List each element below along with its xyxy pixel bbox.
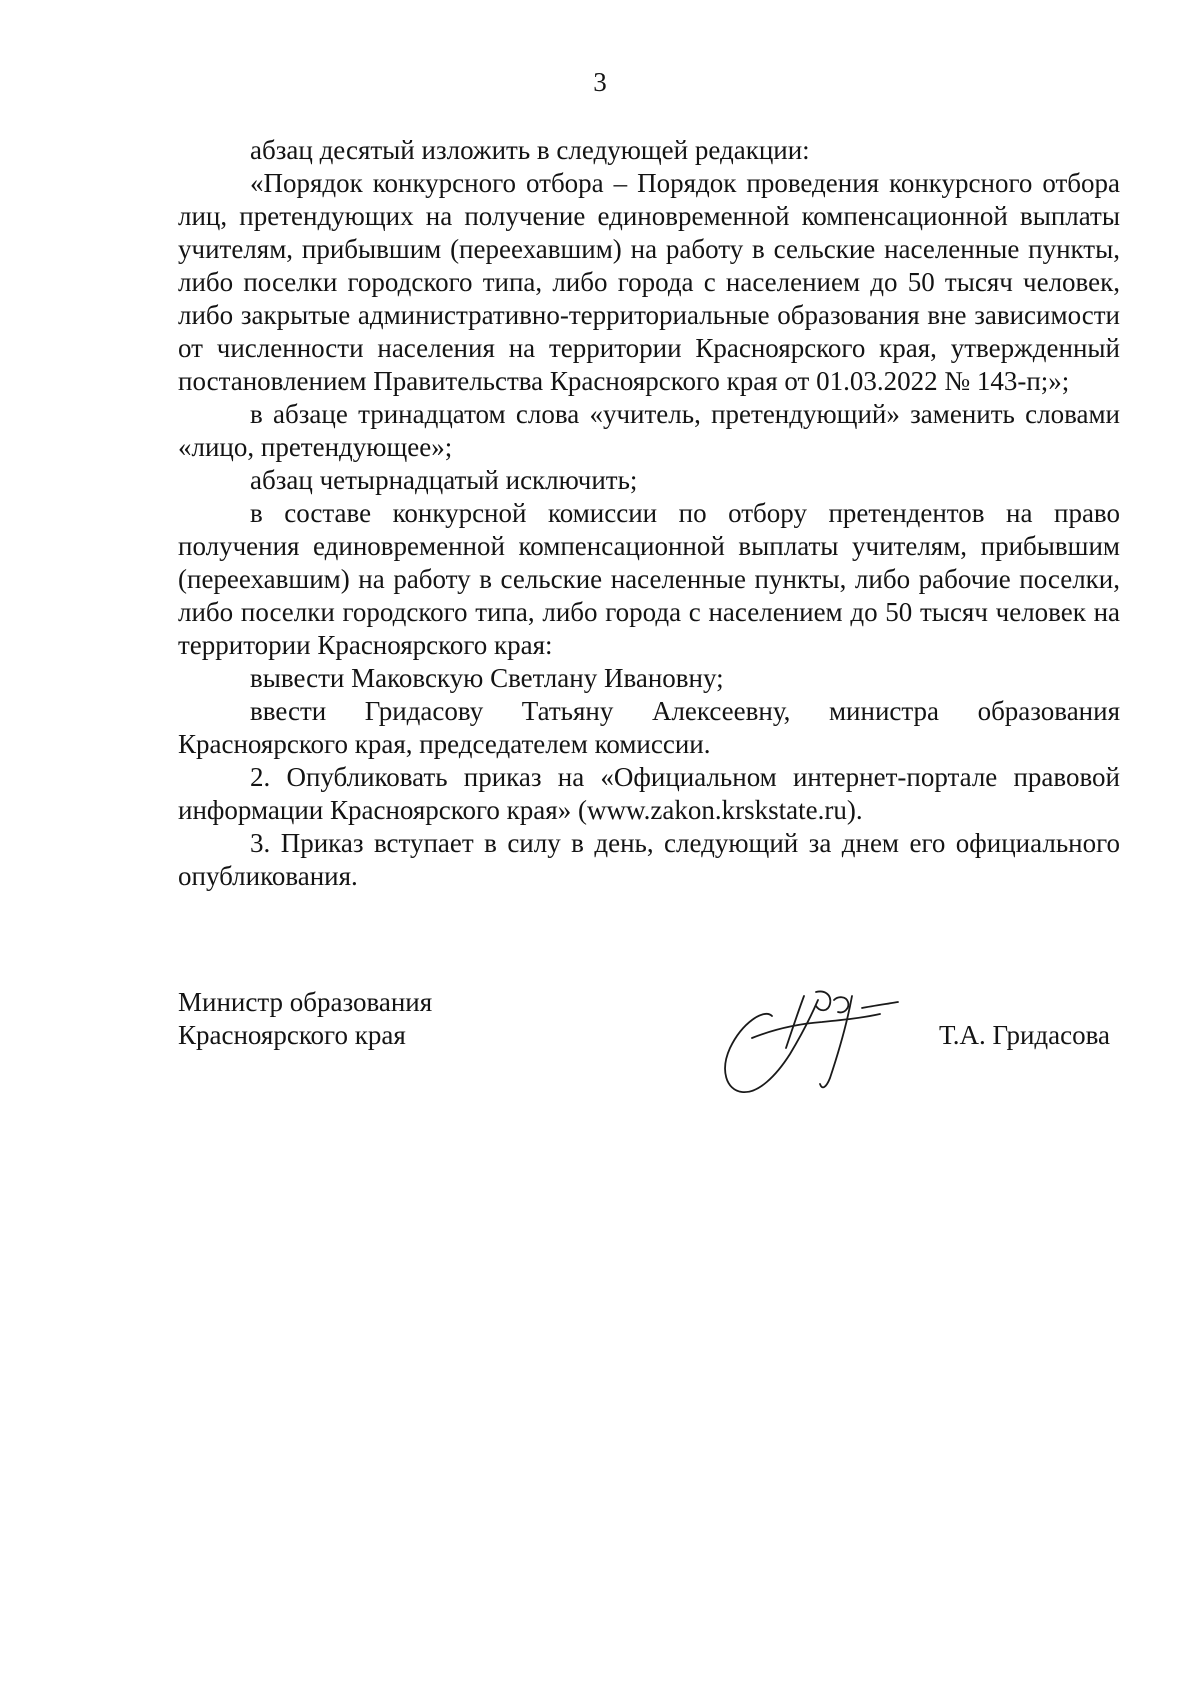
paragraph-8: 2. Опубликовать приказ на «Официальном интернет-портале правовой информации Красноярского края» (www.zakon.krskstate.ru). <box>178 762 1120 825</box>
signatory-position <box>178 986 432 1052</box>
paragraph-1: абзац десятый изложить в следующей редакции: <box>250 135 810 165</box>
paragraph-9: 3. Приказ вступает в силу в день, следующий за днем его официального опубликования. <box>178 828 1120 891</box>
signatory-position-line-2: Красноярского края <box>178 1020 406 1050</box>
signatory-position-line-1: Министр образования <box>178 987 433 1017</box>
signatory-name: Т.А. Гридасова <box>939 1020 1110 1050</box>
paragraph-6: вывести Маковскую Светлану Ивановну; <box>250 663 724 693</box>
document-body <box>178 134 1120 893</box>
signature-block <box>178 986 1120 1116</box>
paragraph-4: абзац четырнадцатый исключить; <box>250 465 638 495</box>
paragraph-5: в составе конкурсной комиссии по отбору претендентов на право получения единовременной компенсационной выплаты учителям, прибывшим (переехавшим) на работу в сельские населенные пункты, либо рабочие поселки, либо поселки городского типа, либо города с населением до 50 тысяч человек на территории Красноярского края: <box>178 498 1120 660</box>
paragraph-2: «Порядок конкурсного отбора – Порядок проведения конкурсного отбора лиц, претендующих на получение единовременной компенсационной выплаты учителям, прибывшим (переехавшим) на работу в сельские населенные пункты, либо поселки городского типа, либо города с населением до 50 тысяч человек, либо закрытые административно-территориальные образования вне зависимости от численности населения на территории Красноярского края, утвержденный постановлением Правительства Красноярского края от 01.03.2022 № 143-п;»; <box>178 168 1120 396</box>
page-number: 3 <box>593 67 607 97</box>
handwritten-signature <box>712 978 902 1098</box>
paragraph-7: ввести Гридасову Татьяну Алексеевну, министра образования Красноярского края, председателем комиссии. <box>178 696 1120 759</box>
paragraph-3: в абзаце тринадцатом слова «учитель, претендующий» заменить словами «лицо, претендующее»; <box>178 399 1120 462</box>
